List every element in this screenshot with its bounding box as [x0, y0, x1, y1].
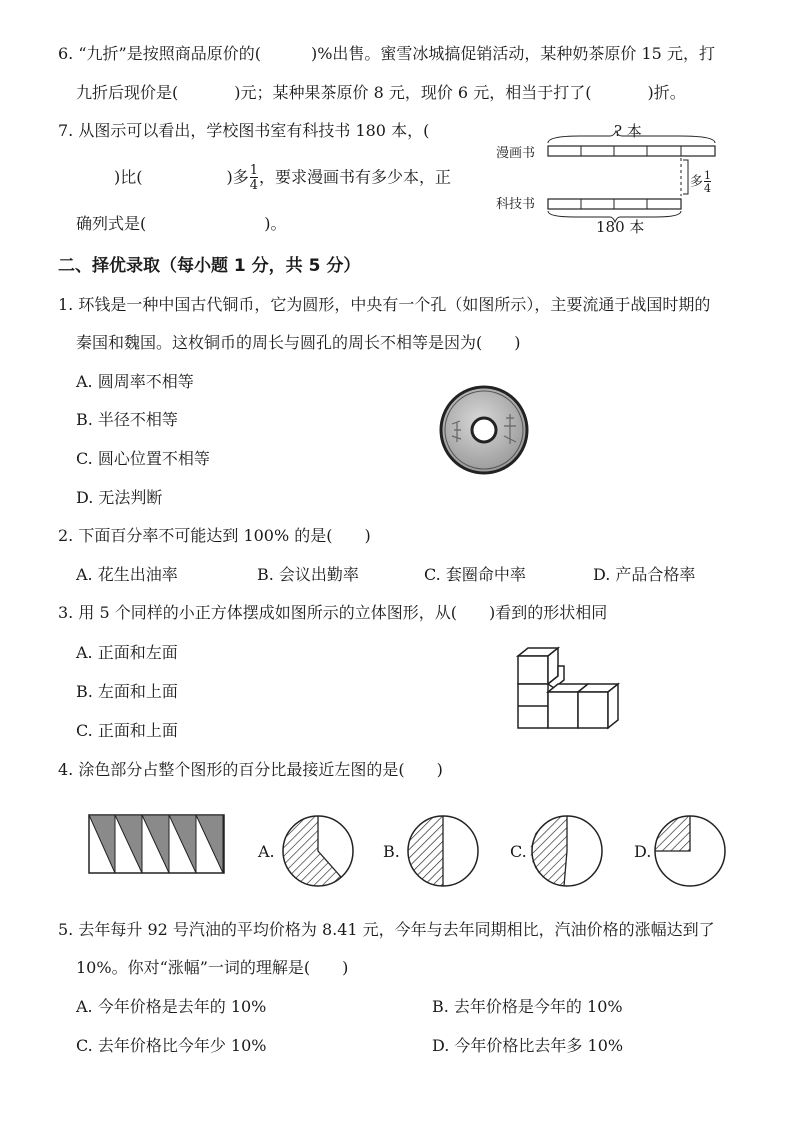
q5-line-2: 10%。你对“涨幅”一词的理解是( ) [76, 958, 349, 977]
q6-text: )%出售。蜜雪冰城搞促销活动，某种奶茶原价 15 元，打 [310, 44, 715, 63]
more-label: 多 $\frac{1}{4}$ [690, 169, 712, 195]
fraction-one-quarter: $\frac{1}{4}$ [249, 163, 259, 193]
q1-option-d[interactable]: D. 无法判断 [76, 488, 163, 507]
q5-option-d[interactable]: D. 今年价格比去年多 10% [432, 1036, 624, 1055]
q2-stem: 2. 下面百分率不可能达到 100% 的是( ) [58, 526, 371, 545]
section-2-title: 二、择优录取（每小题 1 分，共 5 分） [58, 256, 361, 276]
cube-stack-figure [510, 644, 630, 734]
q4-option-d[interactable]: D. [634, 842, 652, 861]
comic-total-label: ? 本 [614, 122, 642, 140]
q4-circle-options [0, 800, 794, 900]
q7-text: )。 [264, 214, 287, 233]
circle-option-d [655, 816, 725, 886]
q6-text: )元；某种果茶原价 8 元，现价 6 元，相当于打了( [234, 83, 592, 102]
q7-text: )比( [114, 167, 143, 187]
q7-text: 确列式是( [76, 214, 147, 233]
q2-option-a[interactable]: A. 花生出油率 [76, 565, 178, 584]
science-books-label: 科技书 [496, 197, 536, 212]
q1-option-a[interactable]: A. 圆周率不相等 [76, 372, 194, 391]
q1-line-2: 秦国和魏国。这枚铜币的周长与圆孔的周长不相等是因为( ) [76, 333, 521, 352]
q1-line-1: 1. 环钱是一种中国古代铜币，它为圆形，中央有一个孔（如图所示），主要流通于战国时期的 [58, 295, 711, 314]
q6-text: 九折后现价是( [76, 83, 179, 102]
q2-option-c[interactable]: C. 套圈命中率 [424, 565, 526, 584]
line-segment-diagram [0, 0, 794, 260]
q2-option-b[interactable]: B. 会议出勤率 [257, 565, 359, 584]
q6-text: 6. “九折”是按照商品原价的( [58, 44, 261, 63]
q4-stem: 4. 涂色部分占整个图形的百分比最接近左图的是( ) [58, 760, 443, 779]
q3-option-c[interactable]: C. 正面和上面 [76, 721, 178, 740]
q4-option-a[interactable]: A. [258, 842, 275, 861]
q5-line-1: 5. 去年每升 92 号汽油的平均价格为 8.41 元，今年与去年同期相比，汽油价格的涨幅达到了 [58, 920, 715, 939]
q7-text: )多 [226, 167, 249, 187]
circle-option-c [530, 816, 602, 886]
q7-text: ，要求漫画书有多少本，正 [259, 167, 452, 187]
q4-option-c[interactable]: C. [510, 842, 527, 861]
comic-books-label: 漫画书 [496, 146, 536, 161]
q4-option-b[interactable]: B. [383, 842, 400, 861]
circle-option-b [408, 816, 478, 886]
q7-line-1: 7. 从图示可以看出，学校图书室有科技书 180 本，( [58, 121, 430, 140]
q5-option-c[interactable]: C. 去年价格比今年少 10% [76, 1036, 267, 1055]
q3-option-a[interactable]: A. 正面和左面 [76, 643, 178, 662]
q3-option-b[interactable]: B. 左面和上面 [76, 682, 178, 701]
q5-option-a[interactable]: A. 今年价格是去年的 10% [76, 997, 267, 1016]
q6-text: )折。 [647, 83, 686, 102]
q5-option-b[interactable]: B. 去年价格是今年的 10% [432, 997, 623, 1016]
circle-option-a [283, 816, 353, 886]
q1-option-b[interactable]: B. 半径不相等 [76, 410, 178, 429]
q2-option-d[interactable]: D. 产品合格率 [593, 565, 696, 584]
science-total-label: 180 本 [596, 218, 645, 236]
q3-stem: 3. 用 5 个同样的小正方体摆成如图所示的立体图形，从( )看到的形状相同 [58, 603, 608, 622]
ancient-coin-image [438, 384, 530, 476]
q1-option-c[interactable]: C. 圆心位置不相等 [76, 449, 210, 468]
